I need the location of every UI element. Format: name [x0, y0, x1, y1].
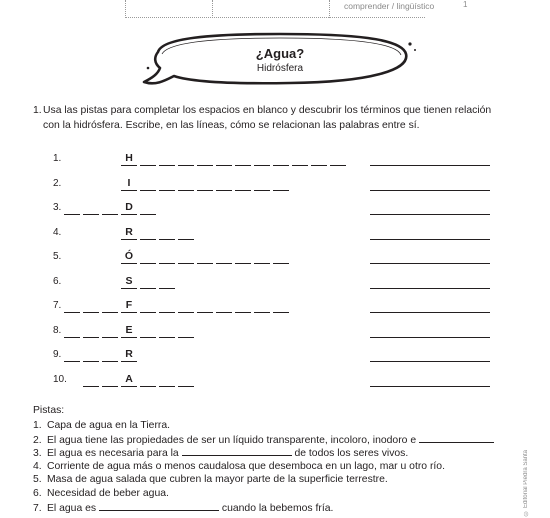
letter-blank[interactable]	[140, 337, 156, 338]
relation-answer-line[interactable]	[370, 288, 490, 289]
page-header-band	[0, 0, 550, 18]
clue-number: 7.	[33, 502, 42, 514]
clue-text: Corriente de agua más o menos caudalosa que desemboca en un lago, mar u otro río.	[47, 460, 445, 472]
key-letter-underline	[121, 263, 137, 264]
dotted-divider	[329, 0, 330, 18]
letter-blank[interactable]	[254, 165, 270, 166]
relation-answer-line[interactable]	[370, 214, 490, 215]
clue-number: 6.	[33, 488, 42, 499]
letter-blank[interactable]	[159, 312, 175, 313]
letter-blank[interactable]	[159, 386, 175, 387]
letter-blank[interactable]	[235, 312, 251, 313]
letter-blank[interactable]	[197, 190, 213, 191]
puzzle-row	[0, 325, 550, 345]
letter-blank[interactable]	[140, 190, 156, 191]
key-letter-underline	[121, 337, 137, 338]
letter-blank[interactable]	[102, 361, 118, 362]
clue-text-end: cuando la bebemos fría.	[219, 502, 334, 514]
letter-blank[interactable]	[140, 288, 156, 289]
letter-blank[interactable]	[64, 361, 80, 362]
letter-blank[interactable]	[64, 214, 80, 215]
letter-blank[interactable]	[216, 190, 232, 191]
letter-blank[interactable]	[140, 165, 156, 166]
key-letter-underline	[121, 312, 137, 313]
clue-text-end: de todos los seres vivos.	[291, 448, 409, 460]
letter-blank[interactable]	[83, 386, 99, 387]
row-number: 2.	[53, 177, 62, 189]
relation-answer-line[interactable]	[370, 386, 490, 387]
letter-blank[interactable]	[159, 337, 175, 338]
letter-blank[interactable]	[330, 165, 346, 166]
clue-item	[33, 446, 408, 460]
letter-blank[interactable]	[140, 312, 156, 313]
letter-blank[interactable]	[178, 337, 194, 338]
dotted-divider	[212, 0, 213, 18]
clue-text: El agua tiene las propiedades de ser un líquido transparente, incoloro, inodoro e	[47, 434, 417, 446]
letter-blank[interactable]	[140, 386, 156, 387]
page-title: ¿Agua?	[255, 46, 305, 61]
letter-blank[interactable]	[235, 263, 251, 264]
letter-blank[interactable]	[159, 165, 175, 166]
puzzle-row	[0, 300, 550, 320]
key-letter: R	[125, 225, 133, 238]
relation-answer-line[interactable]	[370, 190, 490, 191]
clue-number: 3.	[33, 448, 42, 460]
row-number: 8.	[53, 324, 62, 336]
clue-fill-blank[interactable]	[419, 433, 494, 443]
dotted-rule	[125, 17, 425, 18]
puzzle-row	[0, 276, 550, 296]
relation-answer-line[interactable]	[370, 312, 490, 313]
clue-number: 4.	[33, 460, 42, 472]
letter-blank[interactable]	[178, 239, 194, 240]
letter-blank[interactable]	[273, 312, 289, 313]
relation-answer-line[interactable]	[370, 361, 490, 362]
key-letter-underline	[121, 361, 137, 362]
letter-blank[interactable]	[254, 190, 270, 191]
letter-blank[interactable]	[102, 214, 118, 215]
letter-blank[interactable]	[216, 263, 232, 264]
letter-blank[interactable]	[83, 337, 99, 338]
key-letter: S	[125, 274, 133, 287]
letter-blank[interactable]	[178, 190, 194, 191]
instruction-text: Usa las pistas para completar los espacios en blanco y descubrir los términos que tienen relación con la hidrósfera. Escribe, en las líneas, cómo se relacionan las palabras entre sí.	[43, 105, 492, 131]
letter-blank[interactable]	[178, 386, 194, 387]
letter-blank[interactable]	[197, 312, 213, 313]
letter-blank[interactable]	[197, 263, 213, 264]
puzzle-row	[0, 349, 550, 369]
header-tick: 1	[463, 0, 468, 9]
letter-blank[interactable]	[235, 190, 251, 191]
puzzle-row	[0, 374, 550, 394]
clues-heading: Pistas:	[33, 405, 65, 416]
clue-number: 1.	[33, 420, 42, 431]
clue-text: Masa de agua salada que cubren la mayor parte de la superficie terrestre.	[47, 474, 388, 486]
letter-blank[interactable]	[254, 263, 270, 264]
letter-blank[interactable]	[140, 263, 156, 264]
letter-blank[interactable]	[83, 214, 99, 215]
letter-blank[interactable]	[102, 337, 118, 338]
letter-blank[interactable]	[178, 165, 194, 166]
instruction-number: 1.	[33, 105, 42, 116]
clue-item	[33, 501, 333, 515]
letter-blank[interactable]	[159, 239, 175, 240]
letter-blank[interactable]	[159, 288, 175, 289]
letter-blank[interactable]	[102, 312, 118, 313]
row-number: 9.	[53, 349, 62, 360]
letter-blank[interactable]	[102, 386, 118, 387]
letter-blank[interactable]	[197, 165, 213, 166]
puzzle-row	[0, 202, 550, 222]
letter-blank[interactable]	[292, 165, 308, 166]
clue-fill-blank[interactable]	[182, 446, 292, 456]
key-letter-underline	[121, 165, 137, 166]
key-letter: D	[125, 201, 133, 213]
clue-text: El agua es necesaria para la	[47, 448, 179, 460]
letter-blank[interactable]	[64, 312, 80, 313]
letter-blank[interactable]	[235, 165, 251, 166]
puzzle-row	[0, 153, 550, 173]
letter-blank[interactable]	[140, 239, 156, 240]
key-letter-underline	[121, 239, 137, 240]
key-letter: Ó	[124, 250, 134, 262]
row-number: 7.	[53, 300, 62, 311]
key-letter-underline	[121, 214, 137, 215]
skill-label: comprender / lingüístico	[344, 1, 435, 11]
key-letter: I	[127, 176, 131, 189]
clue-number: 5.	[33, 474, 42, 486]
relation-answer-line[interactable]	[370, 337, 490, 338]
row-number: 6.	[53, 275, 62, 287]
puzzle-row	[0, 178, 550, 198]
instructions	[33, 103, 503, 133]
relation-answer-line[interactable]	[370, 165, 490, 166]
clue-text: Capa de agua en la Tierra.	[47, 420, 171, 431]
key-letter: E	[125, 323, 133, 336]
letter-blank[interactable]	[178, 263, 194, 264]
key-letter: A	[125, 372, 133, 385]
page-subtitle: Hidrósfera	[256, 63, 304, 74]
clue-item	[33, 419, 170, 432]
letter-blank[interactable]	[159, 190, 175, 191]
letter-blank[interactable]	[273, 190, 289, 191]
letter-blank[interactable]	[273, 263, 289, 264]
letter-blank[interactable]	[64, 337, 80, 338]
letter-blank[interactable]	[311, 165, 327, 166]
row-number: 4.	[53, 226, 62, 238]
key-letter: H	[125, 152, 133, 164]
puzzle-row	[0, 227, 550, 247]
key-letter-underline	[121, 190, 137, 191]
puzzle-row	[0, 251, 550, 271]
letter-blank[interactable]	[254, 312, 270, 313]
publisher-credit: © Editorial Piedra Santa	[523, 450, 529, 516]
clue-item	[33, 487, 169, 500]
clue-number: 2.	[33, 434, 42, 446]
row-number: 10.	[53, 373, 67, 385]
relation-answer-line[interactable]	[370, 263, 490, 264]
clue-item	[33, 473, 388, 486]
clue-text: El agua es	[47, 502, 97, 514]
letter-blank[interactable]	[216, 165, 232, 166]
clue-fill-blank[interactable]	[99, 501, 219, 511]
letter-blank[interactable]	[83, 312, 99, 313]
key-letter-underline	[121, 288, 137, 289]
clue-item	[33, 460, 445, 473]
letter-blank[interactable]	[140, 214, 156, 215]
dotted-divider	[125, 0, 126, 18]
letter-blank[interactable]	[83, 361, 99, 362]
row-number: 3.	[53, 202, 62, 213]
row-number: 5.	[53, 251, 62, 262]
letter-blank[interactable]	[159, 263, 175, 264]
key-letter: F	[125, 299, 133, 311]
clue-item	[33, 433, 494, 447]
letter-blank[interactable]	[273, 165, 289, 166]
clue-text: Necesidad de beber agua.	[47, 488, 169, 499]
key-letter: R	[125, 348, 133, 360]
relation-answer-line[interactable]	[370, 239, 490, 240]
row-number: 1.	[53, 153, 62, 164]
key-letter-underline	[121, 386, 137, 387]
letter-blank[interactable]	[216, 312, 232, 313]
letter-blank[interactable]	[178, 312, 194, 313]
